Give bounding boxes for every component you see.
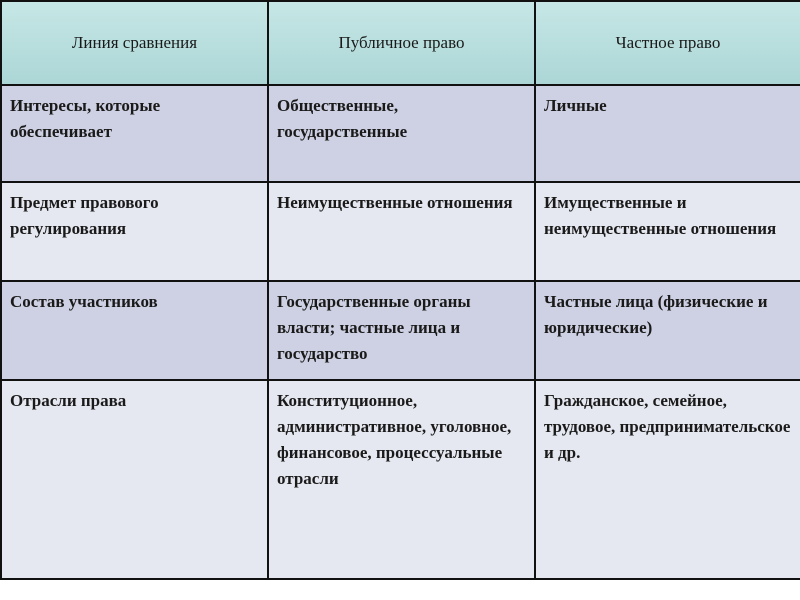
header-private-law: Частное право <box>535 1 800 85</box>
table-row <box>1 380 800 579</box>
table-row <box>1 182 800 281</box>
cell-private-law: Частные лица (физические и юридические) <box>535 281 800 380</box>
cell-criterion: Состав участников <box>1 281 268 380</box>
header-criterion: Линия сравнения <box>1 1 268 85</box>
cell-criterion: Предмет правового регулирования <box>1 182 268 281</box>
header-public-law: Публичное право <box>268 1 535 85</box>
cell-public-law: Конституционное, административное, уголовное, финансовое, процессуальные отрасли <box>268 380 535 579</box>
cell-criterion: Отрасли права <box>1 380 268 579</box>
cell-private-law: Гражданское, семейное, трудовое, предпринимательское и др. <box>535 380 800 579</box>
cell-criterion: Интересы, которые обеспечивает <box>1 85 268 182</box>
table-row <box>1 281 800 380</box>
table-row <box>1 85 800 182</box>
table-header-row <box>1 1 800 85</box>
cell-private-law: Личные <box>535 85 800 182</box>
cell-public-law: Неимущественные отношения <box>268 182 535 281</box>
cell-public-law: Общественные, государственные <box>268 85 535 182</box>
cell-private-law: Имущественные и неимущественные отношения <box>535 182 800 281</box>
cell-public-law: Государственные органы власти; частные лица и государство <box>268 281 535 380</box>
